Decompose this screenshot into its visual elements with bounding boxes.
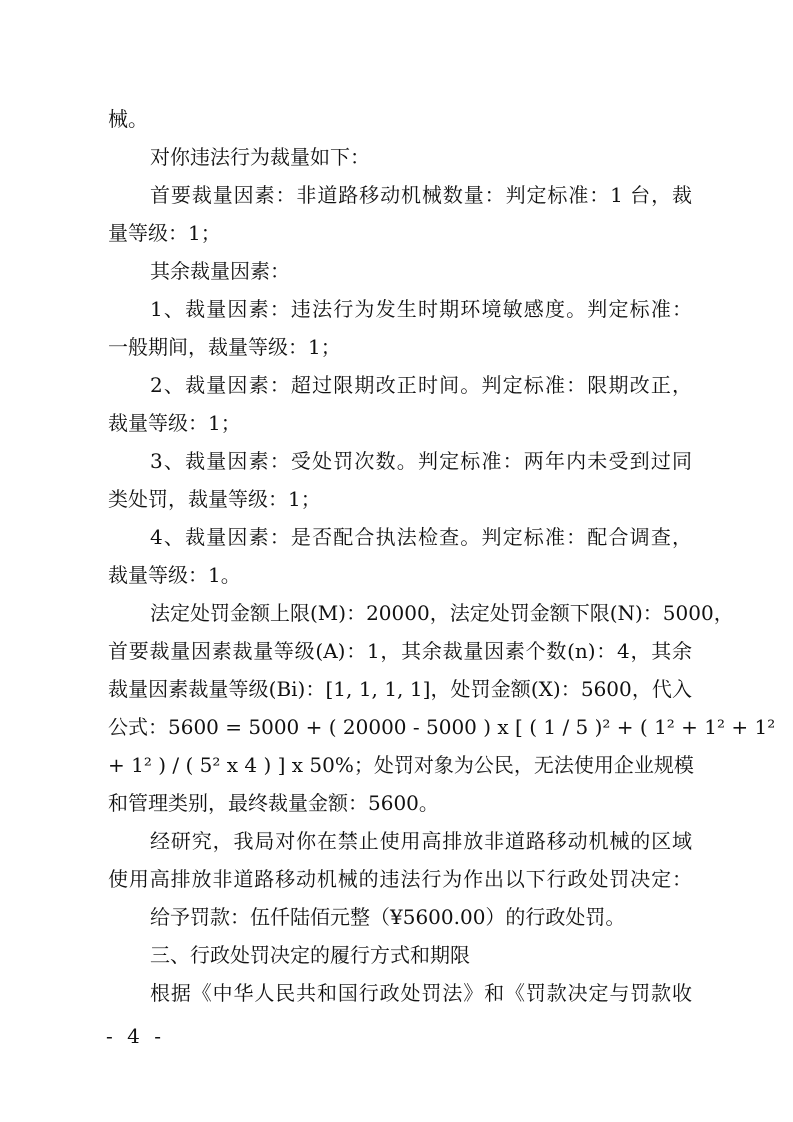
text-line: 公式：5600 = 5000 + ( 20000 - 5000 ) x [ ( 1 / 5 )² + ( 1² + 1² + 1² <box>108 715 776 739</box>
text-line: 法定处罚金额上限(M)：20000，法定处罚金额下限(N)：5000， <box>150 601 734 625</box>
text-line: 一般期间，裁量等级：1； <box>108 335 341 359</box>
text-line: 给予罚款：伍仟陆佰元整（¥5600.00）的行政处罚。 <box>150 905 626 929</box>
text-line: 类处罚，裁量等级：1； <box>108 487 321 511</box>
text-line: 裁量等级：1。 <box>108 563 241 587</box>
page-number: - 4 - <box>106 1024 165 1048</box>
text-line: 裁量等级：1； <box>108 411 241 435</box>
text-line: 3、裁量因素：受处罚次数。判定标准：两年内未受到过同 <box>150 449 692 473</box>
text-line: 其余裁量因素： <box>150 259 290 283</box>
document-body <box>108 100 776 1012</box>
text-line: 经研究，我局对你在禁止使用高排放非道路移动机械的区域 <box>150 829 692 853</box>
text-line: 裁量因素裁量等级(Bi)：[1, 1, 1, 1]，处罚金额(X)：5600，代入 <box>108 677 692 701</box>
text-line: 使用高排放非道路移动机械的违法行为作出以下行政处罚决定： <box>108 867 692 891</box>
text-line: 量等级：1； <box>108 221 221 245</box>
text-line: + 1² ) / ( 5² x 4 ) ] x 50%；处罚对象为公民，无法使用企业规模 <box>108 753 694 777</box>
text-line: 首要裁量因素：非道路移动机械数量：判定标准：1 台，裁 <box>150 183 692 207</box>
text-line: 1、裁量因素：违法行为发生时期环境敏感度。判定标准： <box>150 297 692 321</box>
text-line: 根据《中华人民共和国行政处罚法》和《罚款决定与罚款收 <box>150 981 692 1005</box>
text-line: 械。 <box>108 107 148 131</box>
text-line: 4、裁量因素：是否配合执法检查。判定标准：配合调查， <box>150 525 692 549</box>
text-line: 首要裁量因素裁量等级(A)：1，其余裁量因素个数(n)：4，其余 <box>108 639 692 663</box>
section-heading: 三、行政处罚决定的履行方式和期限 <box>150 943 470 967</box>
text-line: 对你违法行为裁量如下： <box>150 145 370 169</box>
text-line: 2、裁量因素：超过限期改正时间。判定标准：限期改正， <box>150 373 692 397</box>
text-line: 和管理类别，最终裁量金额：5600。 <box>108 791 439 815</box>
